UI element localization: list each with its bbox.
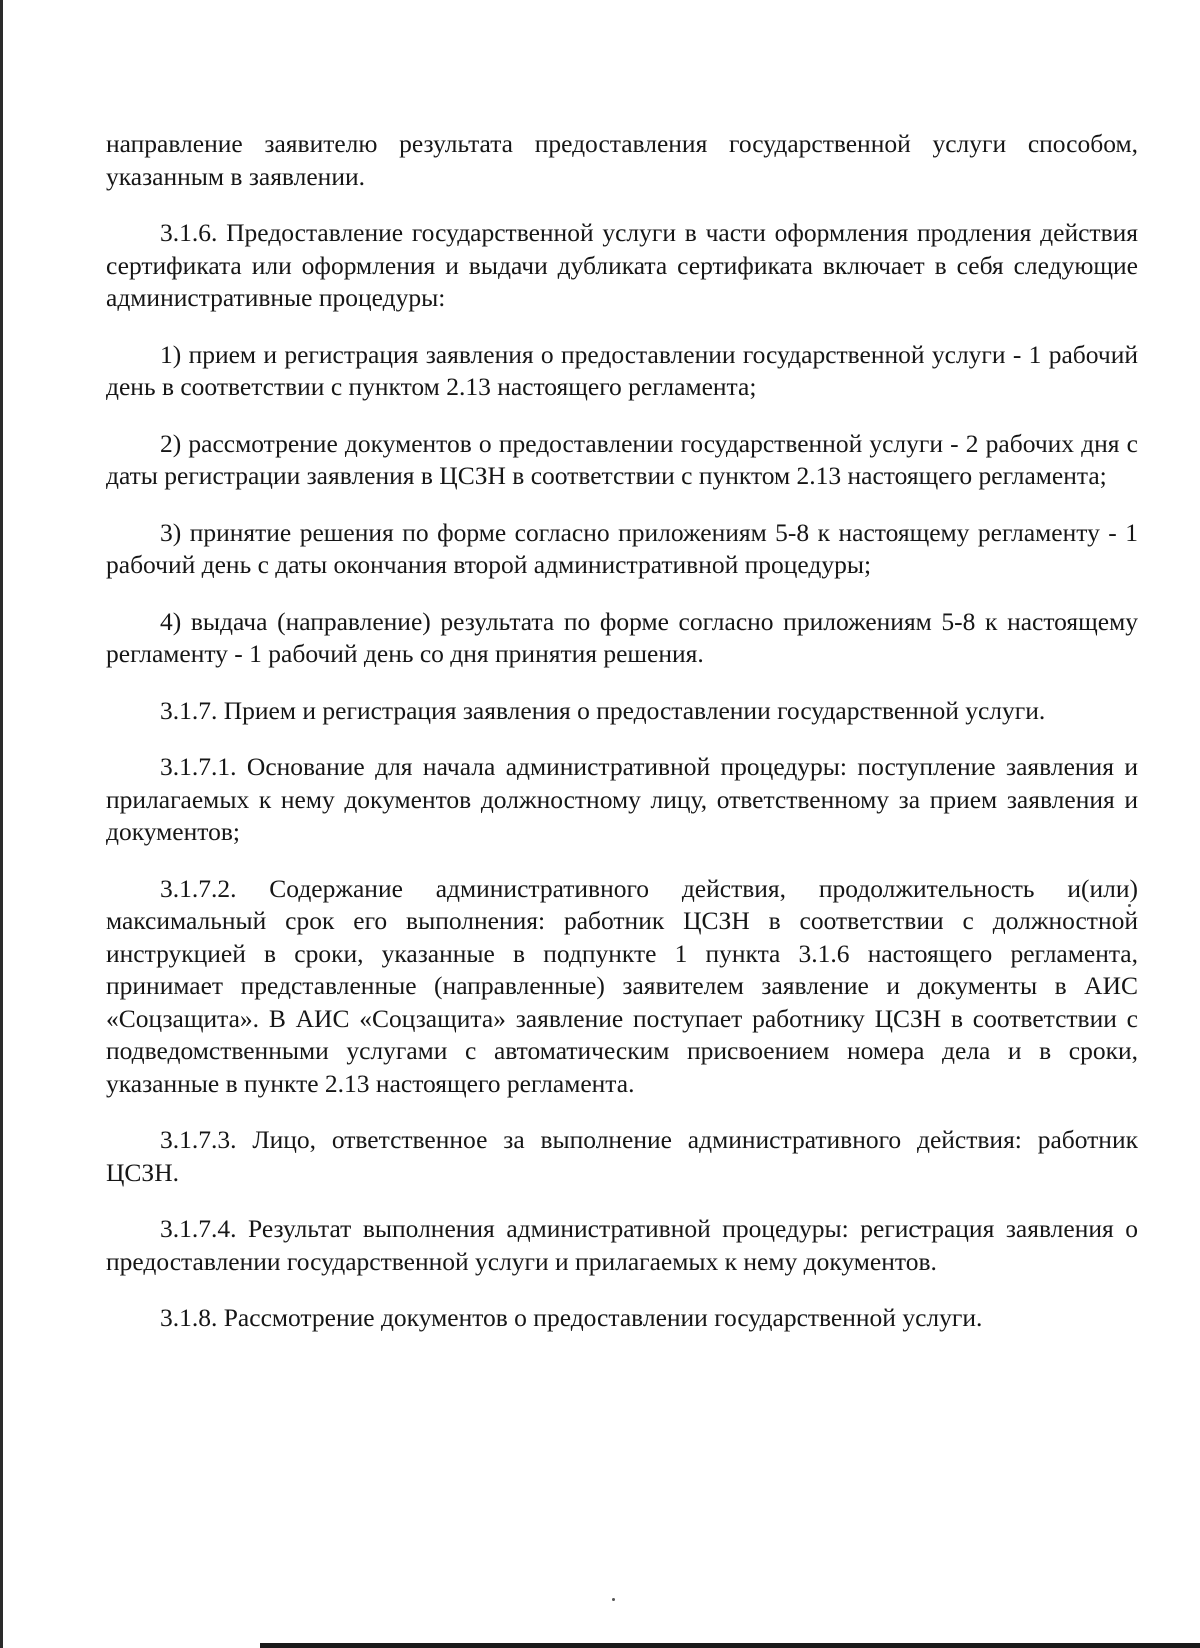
scan-speck [612,1598,615,1601]
paragraph-3-1-7-3: 3.1.7.3. Лицо, ответственное за выполнение административного действия: работник ЦСЗН. [106,1125,1138,1187]
list-item-3: 3) принятие решения по форме согласно приложениям 5-8 к настоящему регламенту - 1 рабочий день с даты окончания второй административной процедуры; [106,517,1138,579]
paragraph-3-1-7-4: 3.1.7.4. Результат выполнения административной процедуры: регистрация заявления о предоставлении государственной услуги и прилагаемых к нему документов. [106,1214,1138,1276]
document-body [106,128,1138,1335]
paragraph-3-1-8: 3.1.8. Рассмотрение документов о предоставлении государственной услуги. [160,1303,983,1332]
list-item-4: 4) выдача (направление) результата по форме согласно приложениям 5-8 к настоящему регламенту - 1 рабочий день со дня принятия решения. [106,606,1138,668]
paragraph-3-1-6: 3.1.6. Предоставление государственной услуги в части оформления продления действия сертификата или оформления и выдачи дубликата сертификата включает в себя следующие административные процедуры: [106,218,1138,312]
paragraph-3-1-7-1: 3.1.7.1. Основание для начала административной процедуры: поступление заявления и прилагаемых к нему документов должностному лицу, ответственному за прием заявления и документов; [106,752,1138,846]
scan-left-edge [0,0,3,1648]
paragraph-3-1-7-2: 3.1.7.2. Содержание административного действия, продолжительность и(или) максимальный срок его выполнения: работник ЦСЗН в соответствии с должностной инструкцией в сроки, указанные в подпункте 1 пункта 3.1.6 настоящего регламента, принимает представленные (направленные) заявителем заявление и документы в АИС «Соцзащита». В АИС «Соцзащита» заявление поступает работнику ЦСЗН в соответствии с подведомственными услугами с автоматическим присвоением номера дела и в сроки, указанные в пункте 2.13 настоящего регламента. [106,873,1138,1098]
paragraph-3-1-7: 3.1.7. Прием и регистрация заявления о предоставлении государственной услуги. [160,695,1046,725]
paragraph-continuation: направление заявителю результата предоставления государственной услуги способом, указанным в заявлении. [106,129,1138,191]
list-item-1: 1) прием и регистрация заявления о предоставлении государственной услуги - 1 рабочий день в соответствии с пунктом 2.13 настоящего регламента; [106,339,1138,401]
scan-bottom-edge [260,1643,1200,1648]
list-item-2: 2) рассмотрение документов о предоставлении государственной услуги - 2 рабочих дня с даты регистрации заявления в ЦСЗН в соответствии с пунктом 2.13 настоящего регламента; [106,428,1138,490]
